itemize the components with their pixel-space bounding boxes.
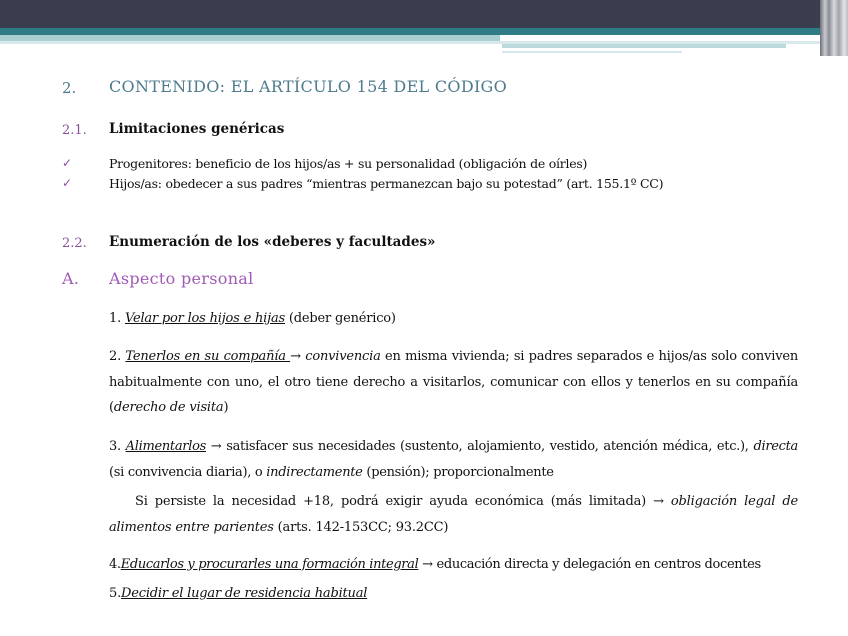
- item-link: Alimentarlos: [125, 439, 206, 454]
- header-accent-bar: [0, 28, 848, 35]
- list-item: [109, 557, 761, 572]
- subsection-number: 2.2.: [62, 236, 87, 251]
- subsection-number: 2.1.: [62, 123, 87, 138]
- item-emphasis: indirectamente: [266, 464, 363, 480]
- list-item: [109, 434, 798, 485]
- subsection-title: Enumeración de los «deberes y facultades»: [109, 234, 436, 250]
- section-title: CONTENIDO: EL ARTÍCULO 154 DEL CÓDIGO: [109, 77, 508, 96]
- arrow-text: →: [205, 439, 227, 454]
- item-number: 3.: [109, 439, 121, 454]
- header-corner-gradient: [820, 0, 848, 56]
- subsection-title: Limitaciones genéricas: [109, 121, 285, 137]
- check-icon: ✓: [62, 156, 73, 170]
- list-item: [109, 586, 367, 601]
- item-emphasis: derecho de visita: [113, 400, 224, 415]
- item-emphasis: directa: [753, 439, 798, 454]
- item-text: satisfacer sus necesidades (sustento, alojamiento, vestido, atención médica, etc.),: [226, 439, 754, 454]
- item-number: 4.: [109, 557, 121, 572]
- item-text: en misma vivienda; si padres separados e hijos/as solo conviven habitualmente con uno, el otro tiene derecho a visitarlos, comunicar con ellos y tenerlos en su compañía (: [109, 349, 798, 415]
- item-link: Educarlos y procurarles una formación integral: [120, 557, 419, 572]
- bullet-item: Progenitores: beneficio de los hijos/as + su personalidad (obligación de oírles): [109, 156, 588, 171]
- item-text: ): [223, 400, 229, 415]
- item-text: (si convivencia diaria), o: [109, 464, 267, 480]
- subsection-title: Aspecto personal: [109, 269, 254, 288]
- header-line-thin: [502, 51, 682, 53]
- item-text: (arts. 142-153CC; 93.2CC): [273, 519, 449, 535]
- section-number: 2.: [62, 79, 77, 97]
- list-item: [109, 311, 396, 326]
- item-number: 2.: [109, 349, 122, 364]
- item-text: (pensión); proporcionalmente: [362, 464, 554, 480]
- arrow-text: →: [290, 349, 306, 364]
- item-number: 5.: [109, 586, 122, 601]
- item-link: Tenerlos en su compañía: [125, 349, 291, 364]
- item-text: → educación directa y delegación en centros docentes: [418, 557, 761, 572]
- header-line: [502, 44, 786, 48]
- item-number: 1.: [109, 311, 122, 326]
- list-item: [109, 344, 798, 421]
- bullet-item: Hijos/as: obedecer a sus padres “mientras permanezcan bajo su potestad” (art. 155.1º CC): [109, 176, 664, 191]
- subsection-letter: A.: [62, 269, 80, 288]
- item-emphasis: obligación legal de alimentos entre parientes: [109, 494, 798, 535]
- item-link: Velar por los hijos e hijas: [124, 311, 285, 326]
- item-link: Decidir el lugar de residencia habitual: [121, 586, 368, 601]
- item-text: Si persiste la necesidad +18, podrá exigir ayuda económica (más limitada) →: [135, 494, 671, 509]
- header-band: [0, 0, 848, 28]
- check-icon: ✓: [62, 176, 73, 190]
- item-text: (deber genérico): [284, 311, 396, 326]
- paragraph: [109, 489, 798, 540]
- item-emphasis: convivencia: [305, 349, 381, 364]
